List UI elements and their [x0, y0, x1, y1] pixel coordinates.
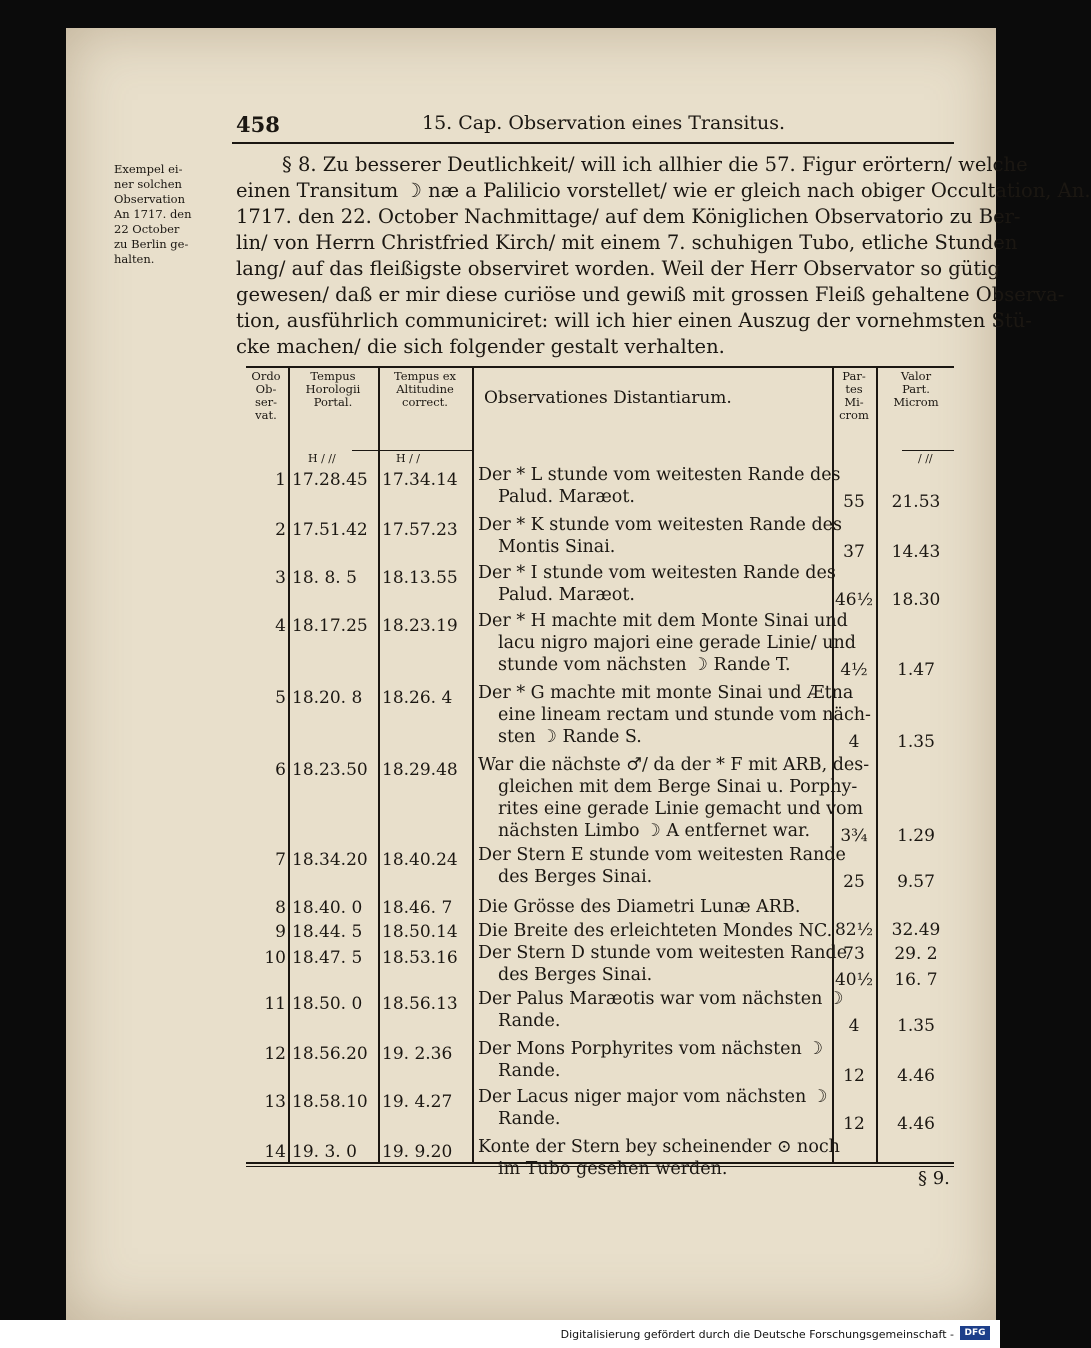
- valor-partium: 18.30: [891, 590, 941, 610]
- unit-rule: [352, 450, 474, 451]
- row-number: 11: [264, 994, 286, 1014]
- header-partes: Par- tes Mi- crom: [839, 369, 869, 422]
- time-altitudine: 18.23.19: [382, 616, 458, 636]
- description-line: lacu nigro majori eine gerade Linie/ und: [498, 633, 856, 653]
- time-horologii: 18.17.25: [292, 616, 368, 636]
- observation-description: [478, 942, 847, 986]
- unit-rule: [902, 450, 954, 451]
- description-line: gleichen mit dem Berge Sinai u. Porphy-: [498, 777, 858, 797]
- observation-description: [478, 896, 800, 918]
- description-line: Die Grösse des Diametri Lunæ ARB.: [478, 897, 801, 917]
- column-rule: [288, 366, 290, 1162]
- valor-partium: 4.46: [897, 1114, 935, 1134]
- dfg-logo: DFG: [960, 1326, 990, 1340]
- row-number: 6: [275, 760, 286, 780]
- observation-description: [478, 682, 871, 748]
- description-line: Der * H machte mit dem Monte Sinai und: [478, 611, 848, 631]
- description-line: Der * L stunde vom weitesten Rande des: [478, 465, 841, 485]
- description-line: War die nächste ♂/ da der * F mit ARB, des-: [478, 755, 870, 775]
- description-line: Der Palus Maræotis war vom nächsten ☽: [478, 989, 844, 1009]
- header-observationes: Observationes Distantiarum.: [484, 388, 732, 408]
- description-line: im Tubo gesehen werden.: [498, 1159, 728, 1179]
- observation-description: [478, 754, 869, 842]
- valor-partium: 4.46: [897, 1066, 935, 1086]
- body-paragraph: [236, 152, 1091, 360]
- partes-micrometri: 12: [843, 1114, 865, 1134]
- time-horologii: 18.34.20: [292, 850, 368, 870]
- margin-note-line: 22 October: [114, 222, 180, 236]
- description-line: Der * K stunde vom weitesten Rande des: [478, 515, 842, 535]
- time-horologii: 18.50. 0: [292, 994, 363, 1014]
- valor-partium: 16. 7: [894, 970, 938, 990]
- partes-micrometri: 4: [848, 1016, 860, 1036]
- margin-note-line: halten.: [114, 252, 155, 266]
- time-horologii: 18. 8. 5: [292, 568, 357, 588]
- description-line: Der Lacus niger major vom nächsten ☽: [478, 1087, 828, 1107]
- time-horologii: 18.23.50: [292, 760, 368, 780]
- observation-description: [478, 844, 846, 888]
- partes-micrometri: 4½: [840, 660, 868, 680]
- description-line: des Berges Sinai.: [498, 965, 653, 985]
- description-line: des Berges Sinai.: [498, 867, 653, 887]
- unit-altitudine: H / /: [396, 452, 420, 465]
- time-horologii: 17.51.42: [292, 520, 368, 540]
- catchword: § 9.: [918, 1168, 950, 1189]
- margin-note-line: Observation: [114, 192, 185, 206]
- valor-partium: 1.29: [897, 826, 935, 846]
- description-line: sten ☽ Rande S.: [498, 727, 642, 747]
- row-number: 1: [275, 470, 286, 490]
- time-altitudine: 18.26. 4: [382, 688, 453, 708]
- description-line: Der * G machte mit monte Sinai und Ætna: [478, 683, 854, 703]
- observation-description: [478, 920, 832, 942]
- row-number: 12: [264, 1044, 286, 1064]
- column-rule: [876, 366, 878, 1162]
- margin-note: [114, 162, 232, 267]
- row-number: 8: [275, 898, 286, 918]
- valor-partium: 9.57: [897, 872, 935, 892]
- partes-micrometri: 46½: [834, 590, 874, 610]
- row-number: 7: [275, 850, 286, 870]
- unit-horologii: H / //: [308, 452, 336, 465]
- paragraph-line: cke machen/ die sich folgender gestalt verhalten.: [236, 335, 725, 358]
- description-line: Der Mons Porphyrites vom nächsten ☽: [478, 1039, 824, 1059]
- time-altitudine: 18.56.13: [382, 994, 458, 1014]
- header-ordo: Ordo Ob- ser- vat.: [251, 369, 281, 422]
- time-altitudine: 18.50.14: [382, 922, 458, 942]
- time-altitudine: 18.29.48: [382, 760, 458, 780]
- time-horologii: 17.28.45: [292, 470, 368, 490]
- description-line: Konte der Stern bey scheinender ⊙ noch: [478, 1137, 840, 1157]
- observation-description: [478, 514, 842, 558]
- margin-note-line: Exempel ei-: [114, 162, 183, 176]
- time-altitudine: 18.13.55: [382, 568, 458, 588]
- table-top-rule: [246, 366, 954, 368]
- partes-micrometri: 73: [843, 944, 865, 964]
- header-tempus-horologii: Tempus Horologii Portal.: [305, 369, 361, 409]
- footer-credit: Digitalisierung gefördert durch die Deutsche Forschungsgemeinschaft -: [560, 1328, 954, 1341]
- row-number: 3: [275, 568, 286, 588]
- valor-partium: 1.47: [897, 660, 935, 680]
- column-rule: [378, 366, 380, 1162]
- partes-micrometri: 4: [848, 732, 860, 752]
- partes-micrometri: 40½: [834, 970, 874, 990]
- row-number: 2: [275, 520, 286, 540]
- valor-partium: 21.53: [891, 492, 941, 512]
- partes-micrometri: 3¾: [840, 826, 868, 846]
- paragraph-line: einen Transitum ☽ næ a Palilicio vorstellet/ wie er gleich nach obiger Occultation, An.: [236, 179, 1091, 202]
- time-altitudine: 19. 2.36: [382, 1044, 453, 1064]
- paragraph-line: lin/ von Herrn Christfried Kirch/ mit einem 7. schuhigen Tubo, etliche Stunden: [236, 231, 1018, 254]
- time-altitudine: 18.40.24: [382, 850, 458, 870]
- time-horologii: 18.56.20: [292, 1044, 368, 1064]
- footer-bar: [0, 1320, 1000, 1348]
- row-number: 13: [264, 1092, 286, 1112]
- partes-micrometri: 55: [843, 492, 865, 512]
- time-horologii: 18.58.10: [292, 1092, 368, 1112]
- observation-table: [246, 366, 954, 1179]
- partes-micrometri: 37: [843, 542, 865, 562]
- description-line: Palud. Maræot.: [498, 585, 635, 605]
- partes-micrometri: 25: [843, 872, 865, 892]
- description-line: Rande.: [498, 1061, 561, 1081]
- page-header: [232, 108, 954, 144]
- valor-partium: 14.43: [891, 542, 941, 562]
- header-tempus-altitudine: Tempus ex Altitudine correct.: [393, 369, 457, 409]
- running-title: 15. Cap. Observation eines Transitus.: [422, 112, 786, 134]
- description-line: rites eine gerade Linie gemacht und vom: [498, 799, 864, 819]
- description-line: stunde vom nächsten ☽ Rande T.: [498, 655, 791, 675]
- time-altitudine: 19. 9.20: [382, 1142, 453, 1162]
- header-valor: Valor Part. Microm: [893, 369, 939, 409]
- margin-note-line: An 1717. den: [114, 207, 192, 221]
- row-number: 10: [264, 948, 286, 968]
- margin-note-line: ner solchen: [114, 177, 182, 191]
- observation-description: [478, 610, 856, 676]
- valor-partium: 32.49: [891, 920, 941, 940]
- time-altitudine: 18.53.16: [382, 948, 458, 968]
- description-line: eine lineam rectam und stunde vom näch-: [498, 705, 871, 725]
- description-line: Palud. Maræot.: [498, 487, 635, 507]
- paragraph-line: lang/ auf das fleißigste observiret worden. Weil der Herr Observator so gütig: [236, 257, 1000, 280]
- observation-description: [478, 562, 836, 606]
- observation-description: [478, 1136, 840, 1180]
- margin-note-line: zu Berlin ge-: [114, 237, 189, 251]
- observation-description: [478, 464, 841, 508]
- observation-description: [478, 1086, 828, 1130]
- column-rule: [472, 366, 474, 1162]
- paragraph-line: 1717. den 22. October Nachmittage/ auf dem Königlichen Observatorio zu Ber-: [236, 205, 1021, 228]
- description-line: nächsten Limbo ☽ A entfernet war.: [498, 821, 811, 841]
- time-altitudine: 17.34.14: [382, 470, 458, 490]
- time-altitudine: 17.57.23: [382, 520, 458, 540]
- time-horologii: 19. 3. 0: [292, 1142, 357, 1162]
- time-horologii: 18.20. 8: [292, 688, 363, 708]
- description-line: Rande.: [498, 1011, 561, 1031]
- description-line: Rande.: [498, 1109, 561, 1129]
- observation-description: [478, 988, 844, 1032]
- partes-micrometri: 12: [843, 1066, 865, 1086]
- page-number: 458: [236, 112, 280, 137]
- description-line: Der * I stunde vom weitesten Rande des: [478, 563, 836, 583]
- time-altitudine: 18.46. 7: [382, 898, 453, 918]
- valor-partium: 1.35: [897, 732, 935, 752]
- time-horologii: 18.47. 5: [292, 948, 363, 968]
- paragraph-line: tion, ausführlich communiciret: will ich hier einen Auszug der vornehmsten Stü-: [236, 309, 1032, 332]
- observation-description: [478, 1038, 823, 1082]
- description-line: Der Stern D stunde vom weitesten Rande: [478, 943, 848, 963]
- row-number: 5: [275, 688, 286, 708]
- time-altitudine: 19. 4.27: [382, 1092, 453, 1112]
- paragraph-line: § 8. Zu besserer Deutlichkeit/ will ich allhier die 57. Figur erörtern/ welche: [282, 153, 1028, 176]
- description-line: Der Stern E stunde vom weitesten Rande: [478, 845, 846, 865]
- row-number: 9: [275, 922, 286, 942]
- row-number: 4: [275, 616, 286, 636]
- description-line: Die Breite des erleichteten Mondes NC.: [478, 921, 833, 941]
- valor-partium: 1.35: [897, 1016, 935, 1036]
- unit-valor: / //: [918, 452, 933, 465]
- time-horologii: 18.44. 5: [292, 922, 363, 942]
- book-page: [66, 28, 1091, 1320]
- time-horologii: 18.40. 0: [292, 898, 363, 918]
- partes-micrometri: 82½: [834, 920, 874, 940]
- description-line: Montis Sinai.: [498, 537, 616, 557]
- valor-partium: 29. 2: [894, 944, 938, 964]
- row-number: 14: [264, 1142, 286, 1162]
- paragraph-line: gewesen/ daß er mir diese curiöse und gewiß mit grossen Fleiß gehaltene Observa-: [236, 283, 1065, 306]
